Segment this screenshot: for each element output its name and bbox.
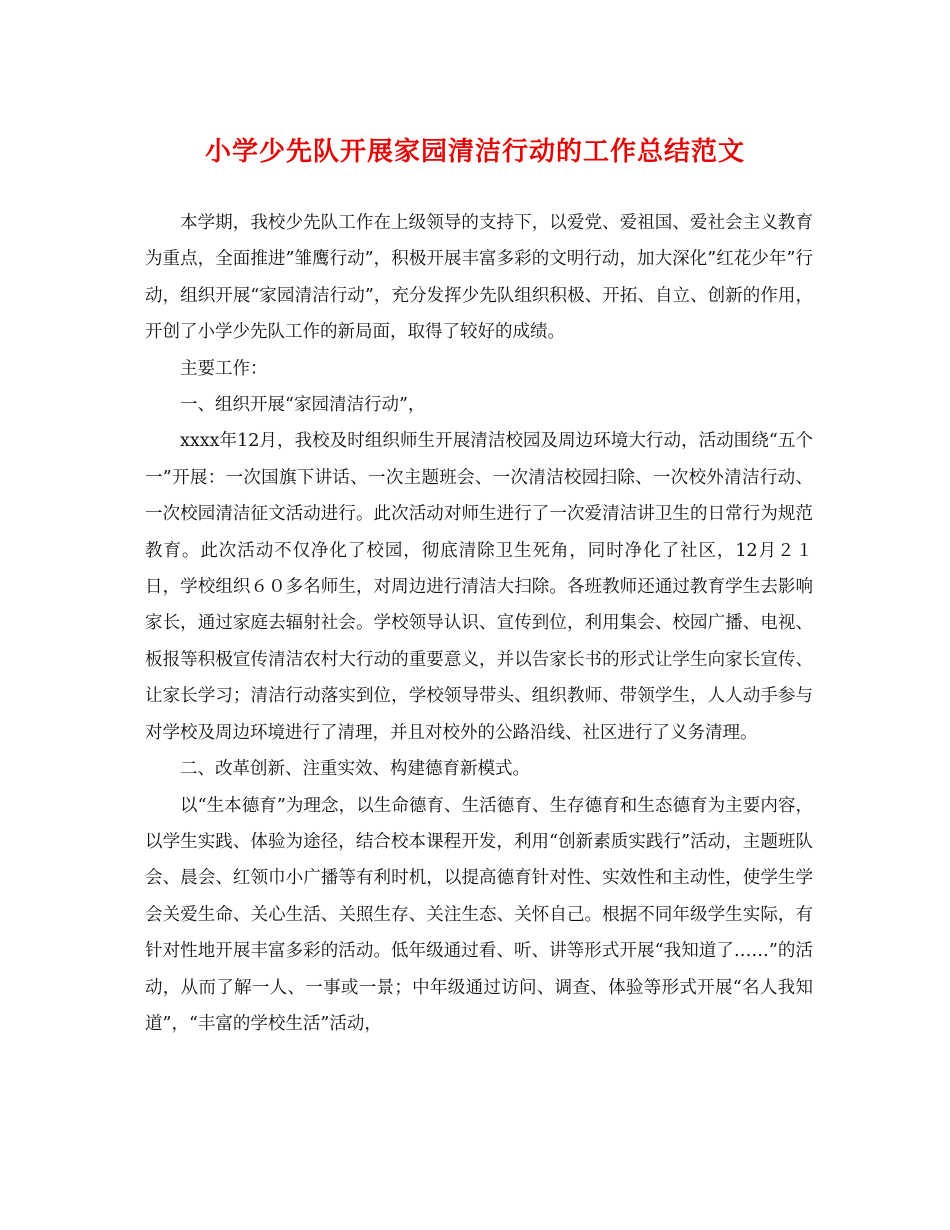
paragraph-main-work-heading: 主要工作： [180,358,268,379]
section-heading-1: 一、组织开展“家园清洁行动”， [180,395,426,416]
paragraph-section-2: 以“生本德育”为理念，以生命德育、生活德育、生存德育和生态德育为主要内容，以学生实践、体验为途径，结合校本课程开发，利用“创新素质实践行”活动，主题班队会、晨会、红领巾小广播等有利时机，以提高德育针对性、实效性和主动性，使学生学会关爱生命、关心生活、关照生存、关注生态、关怀自己。根据不同年级学生实际，有针对性地开展丰富多彩的活动。低年级通过看、听、讲等形式开展“我知道了……”的活动，从而了解一人、一事或一景；中年级通过访问、调查、体验等形式开展“名人我知道”，“丰富的学校生活”活动， [145,795,813,1034]
document-body [145,205,813,1042]
paragraph-intro: 本学期，我校少先队工作在上级领导的支持下，以爱党、爱祖国、爱社会主义教育为重点，全面推进”雏鹰行动”，积极开展丰富多彩的文明行动，加大深化”红花少年”行动，组织开展“家园清洁行动”，充分发挥少先队组织积极、开拓、自立、创新的作用，开创了小学少先队工作的新局面，取得了较好的成绩。 [145,213,813,343]
section-heading-2: 二、改革创新、注重实效、构建德育新模式。 [180,759,530,780]
paragraph-section-1: xxxx年12月，我校及时组织师生开展清洁校园及周边环境大行动，活动围绕“五个一”开展：一次国旗下讲话、一次主题班会、一次清洁校园扫除、一次校外清洁行动、一次校园清洁征文活动进行。此次活动对师生进行了一次爱清洁讲卫生的日常行为规范教育。此次活动不仅净化了校园，彻底清除卫生死角，同时净化了社区，12月２１日，学校组织６０多名师生，对周边进行清洁大扫除。各班教师还通过教育学生去影响家长，通过家庭去辐射社会。学校领导认识、宣传到位，利用集会、校园广播、电视、板报等积极宣传清洁农村大行动的重要意义，并以告家长书的形式让学生向家长宣传、让家长学习；清洁行动落实到位，学校领导带头、组织教师、带领学生，人人动手参与对学校及周边环境进行了清理，并且对校外的公路沿线、社区进行了义务清理。 [145,431,813,743]
document-title: 小学少先队开展家园清洁行动的工作总结范文 [204,137,745,167]
